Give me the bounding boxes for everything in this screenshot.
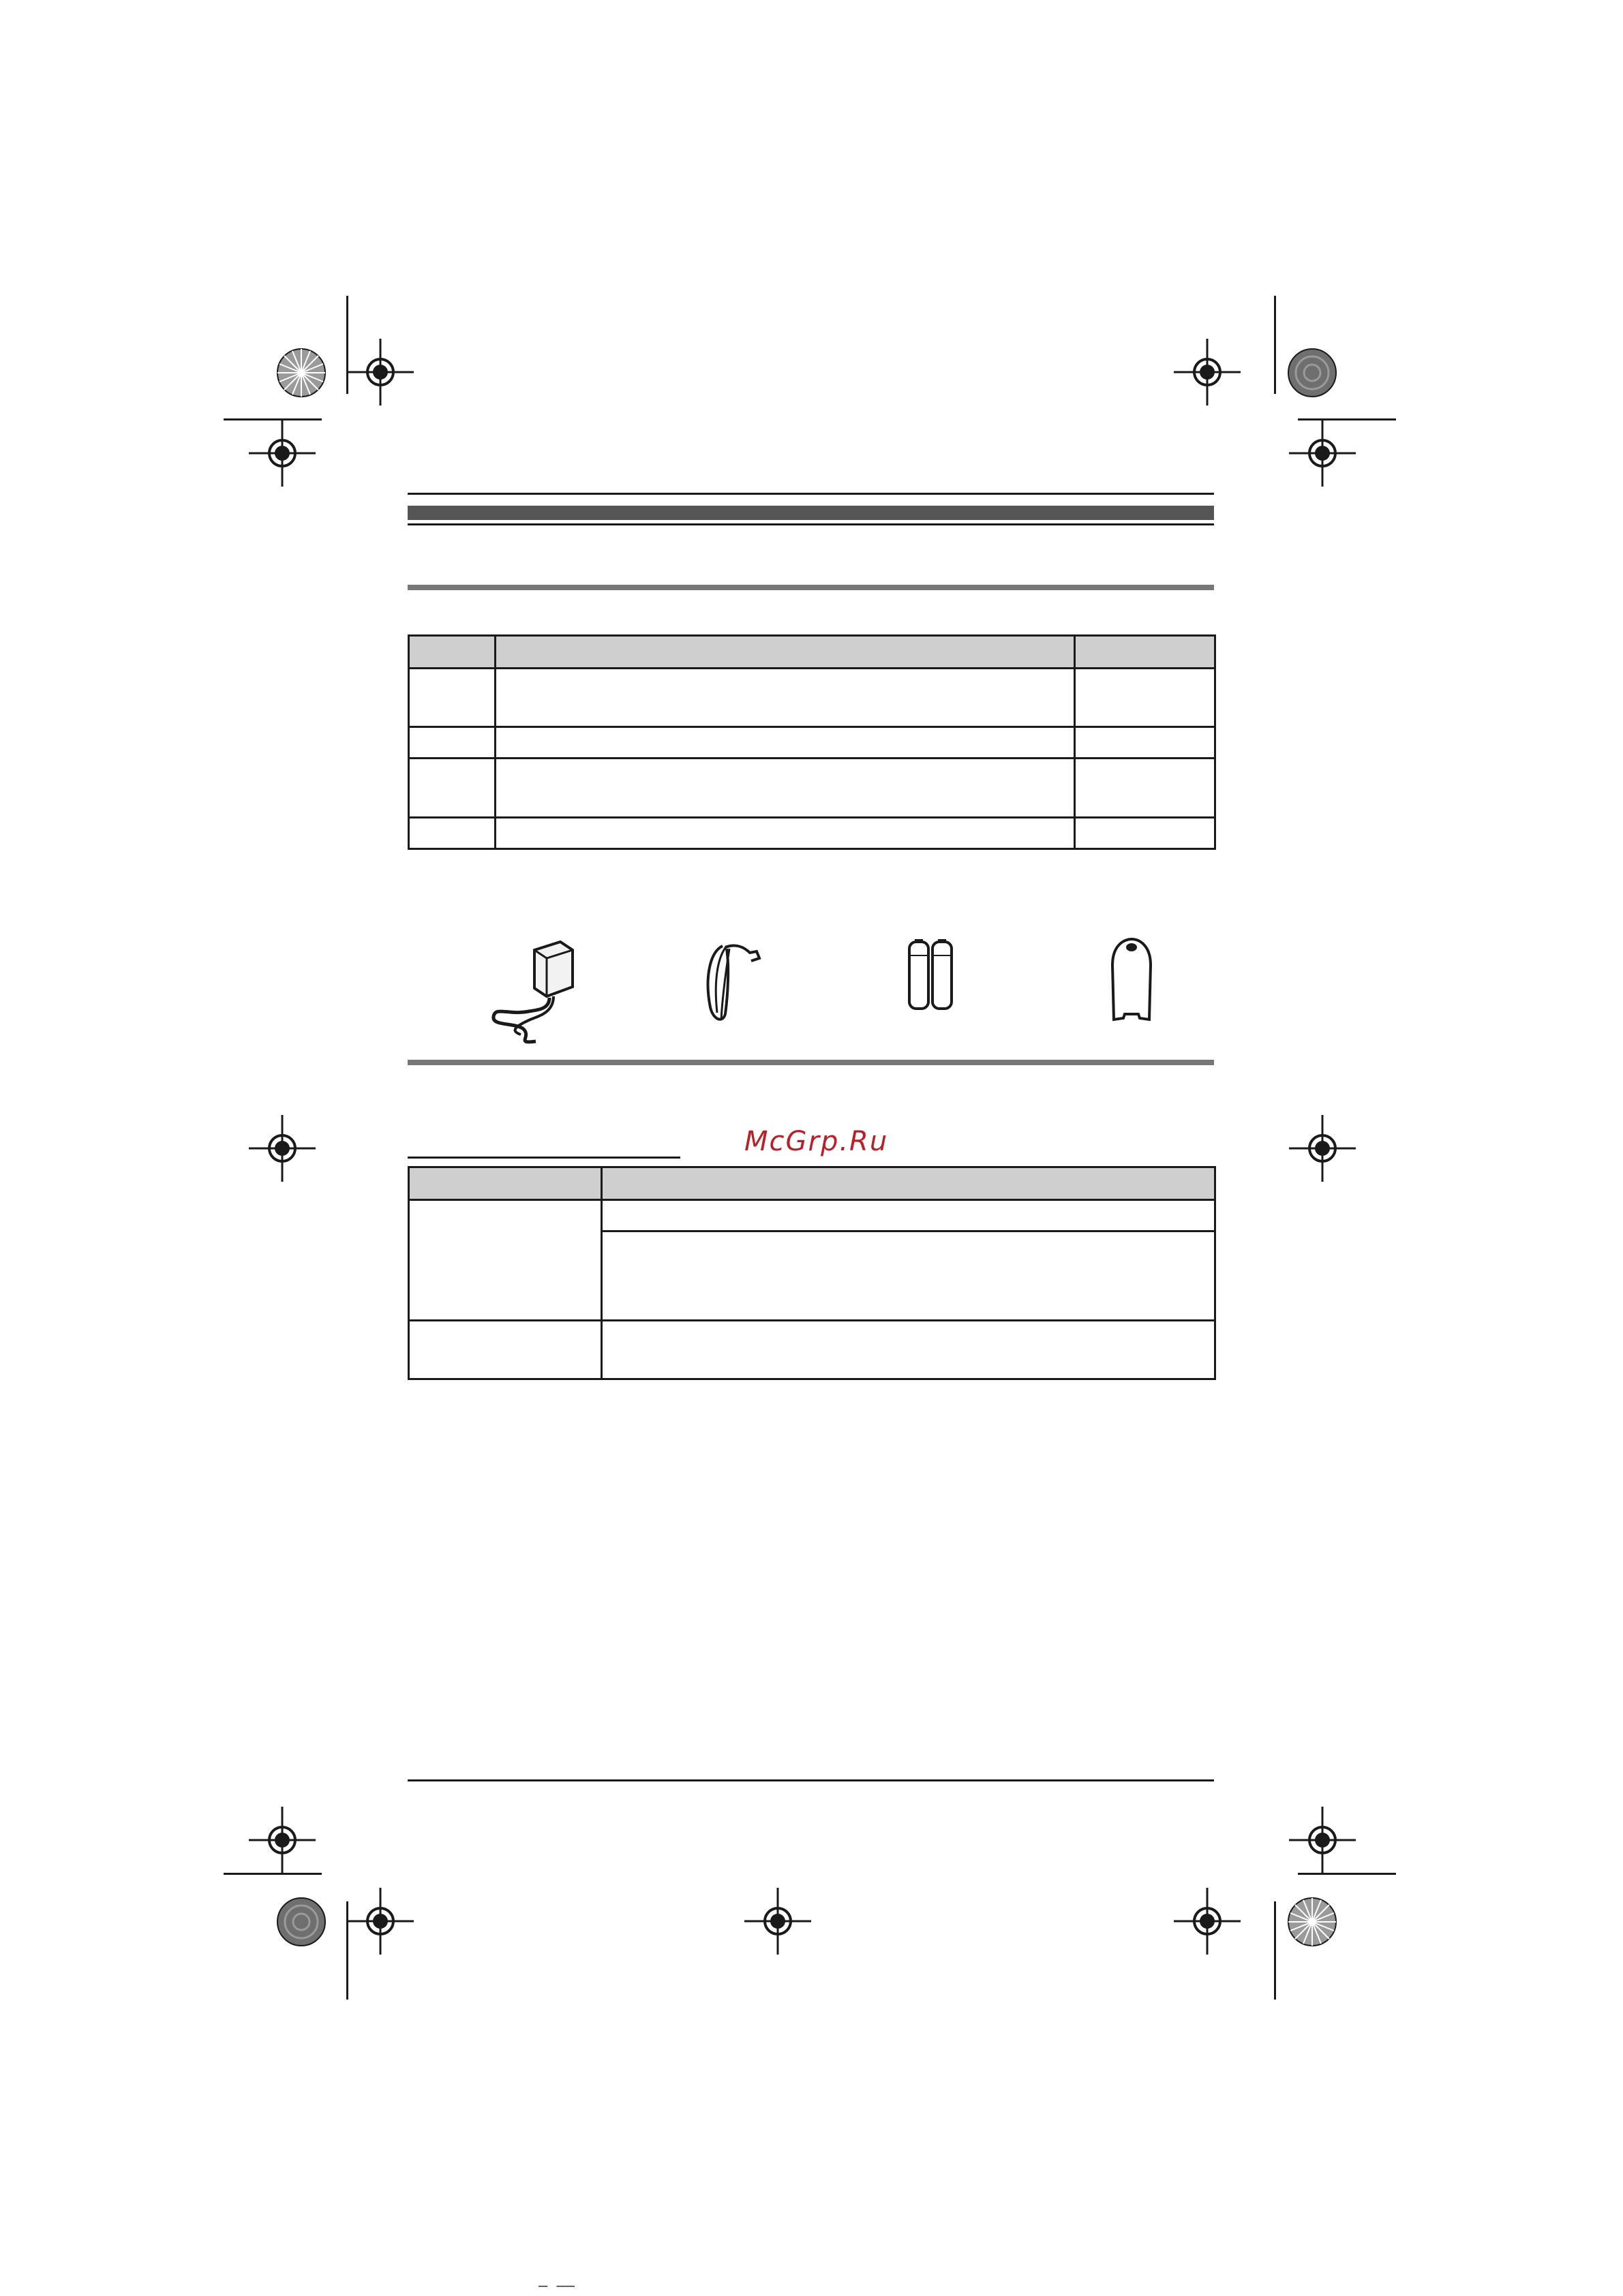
crosshair-icon	[347, 339, 414, 405]
table-row	[409, 1200, 1215, 1231]
crosshair-icon	[1174, 1888, 1241, 1955]
header-thin-rule	[408, 493, 1214, 495]
crosshair-icon	[744, 1888, 811, 1955]
table-cell	[496, 669, 1075, 727]
table-cell	[1075, 669, 1215, 727]
table-header-row	[409, 636, 1215, 669]
section-rule-1	[408, 585, 1214, 590]
crosshair-icon	[1289, 1115, 1356, 1182]
table-cell	[1075, 727, 1215, 759]
crop-mark-br-v	[1274, 1901, 1276, 2000]
table-row	[409, 727, 1215, 759]
table-cell	[496, 759, 1075, 818]
color-wheel-icon	[1287, 348, 1337, 398]
table-cell	[602, 1231, 1215, 1321]
crosshair-icon	[249, 1115, 316, 1182]
table-row	[409, 818, 1215, 849]
table-cell	[409, 669, 496, 727]
section-rule-2	[408, 1060, 1214, 1065]
ac-adaptor-icon	[488, 935, 577, 1044]
table-cell	[1075, 818, 1215, 849]
footer-fragment: – ––	[539, 2278, 575, 2295]
table-header-row	[409, 1167, 1215, 1200]
rechargeable-batteries-icon	[904, 938, 958, 1013]
crop-mark-tr-v	[1274, 296, 1276, 394]
table-cell	[409, 1200, 602, 1321]
accessories-table	[408, 634, 1216, 850]
table-cell	[409, 759, 496, 818]
table-header-cell	[496, 636, 1075, 669]
table-cell	[496, 727, 1075, 759]
table-cell	[409, 1321, 602, 1379]
footer-rule	[408, 1779, 1214, 1781]
table-cell	[409, 727, 496, 759]
header-thick-bar	[408, 506, 1214, 520]
table-cell	[602, 1200, 1215, 1231]
table-header-cell	[602, 1167, 1215, 1200]
telephone-line-cord-icon	[702, 939, 763, 1028]
table-cell	[602, 1321, 1215, 1379]
color-wheel-icon	[276, 348, 327, 398]
table-cell	[1075, 759, 1215, 818]
crosshair-icon	[1174, 339, 1241, 405]
table-row	[409, 759, 1215, 818]
crosshair-icon	[1289, 1807, 1356, 1873]
subheading-rule	[408, 1157, 680, 1159]
table-cell	[496, 818, 1075, 849]
color-wheel-icon	[276, 1897, 327, 1947]
table-header-cell	[409, 1167, 602, 1200]
table-header-cell	[1075, 636, 1215, 669]
table-cell	[409, 818, 496, 849]
table-row	[409, 1321, 1215, 1379]
crosshair-icon	[249, 1807, 316, 1873]
info-table	[408, 1166, 1216, 1380]
crosshair-icon	[347, 1888, 414, 1955]
watermark-text: McGrp.Ru	[744, 1126, 889, 1157]
crosshair-icon	[249, 420, 316, 487]
color-wheel-icon	[1287, 1897, 1337, 1947]
table-row	[409, 669, 1215, 727]
table-header-cell	[409, 636, 496, 669]
belt-clip-icon	[1104, 938, 1159, 1026]
header-under-rule	[408, 523, 1214, 525]
crosshair-icon	[1289, 420, 1356, 487]
